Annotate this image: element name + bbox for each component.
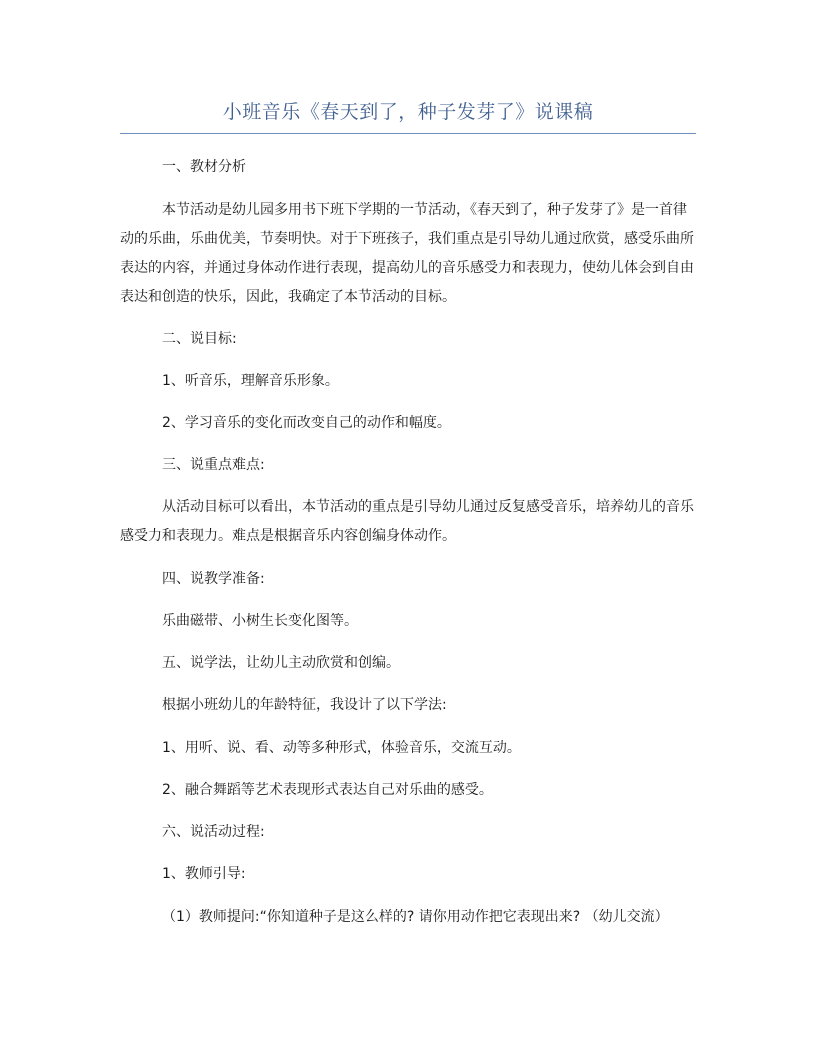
section-heading-2: 二、说目标: bbox=[162, 331, 237, 347]
paragraph-3: 乐曲磁带、小树生长变化图等。 bbox=[162, 613, 358, 629]
section-heading-5: 五、说学法，让幼儿主动欣赏和创编。 bbox=[162, 655, 400, 671]
section-heading-6: 六、说活动过程: bbox=[162, 824, 265, 840]
document-title: 小班音乐《春天到了，种子发芽了》说课稿 bbox=[222, 101, 594, 123]
section-heading-1: 一、教材分析 bbox=[162, 159, 246, 175]
list-item-4: 2、融合舞蹈等艺术表现形式表达自己对乐曲的感受。 bbox=[162, 782, 493, 798]
section-heading-3: 三、说重点难点: bbox=[162, 457, 265, 473]
list-item-3: 1、用听、说、看、动等多种形式，体验音乐，交流互动。 bbox=[162, 740, 521, 756]
list-item-5: 1、教师引导: bbox=[162, 866, 246, 882]
paragraph-5: （1）教师提问:“你知道种子是这么样的? 请你用动作把它表现出来? （幼儿交流） bbox=[162, 909, 669, 925]
list-item-1: 1、听音乐，理解音乐形象。 bbox=[162, 373, 339, 389]
title-divider bbox=[120, 133, 696, 134]
section-heading-4: 四、说教学准备: bbox=[162, 571, 265, 587]
paragraph-4: 根据小班幼儿的年龄特征，我设计了以下学法: bbox=[162, 697, 447, 713]
list-item-2: 2、学习音乐的变化而改变自己的动作和幅度。 bbox=[162, 415, 451, 431]
paragraph-2: 从活动目标可以看出，本节活动的重点是引导幼儿通过反复感受音乐，培养幼儿的音乐感受力和表现力。难点是根据音乐内容创编身体动作。 bbox=[120, 499, 694, 544]
paragraph-1: 本节活动是幼儿园多用书下班下学期的一节活动，《春天到了，种子发芽了》是一首律动的乐曲，乐曲优美，节奏明快。对于下班孩子，我们重点是引导幼儿通过欣赏，感受乐曲所表达的内容，并通过身体动作进行表现，提高幼儿的音乐感受力和表现力，使幼儿体会到自由表达和创造的快乐，因此，我确定了本节活动的目标。 bbox=[120, 202, 694, 305]
